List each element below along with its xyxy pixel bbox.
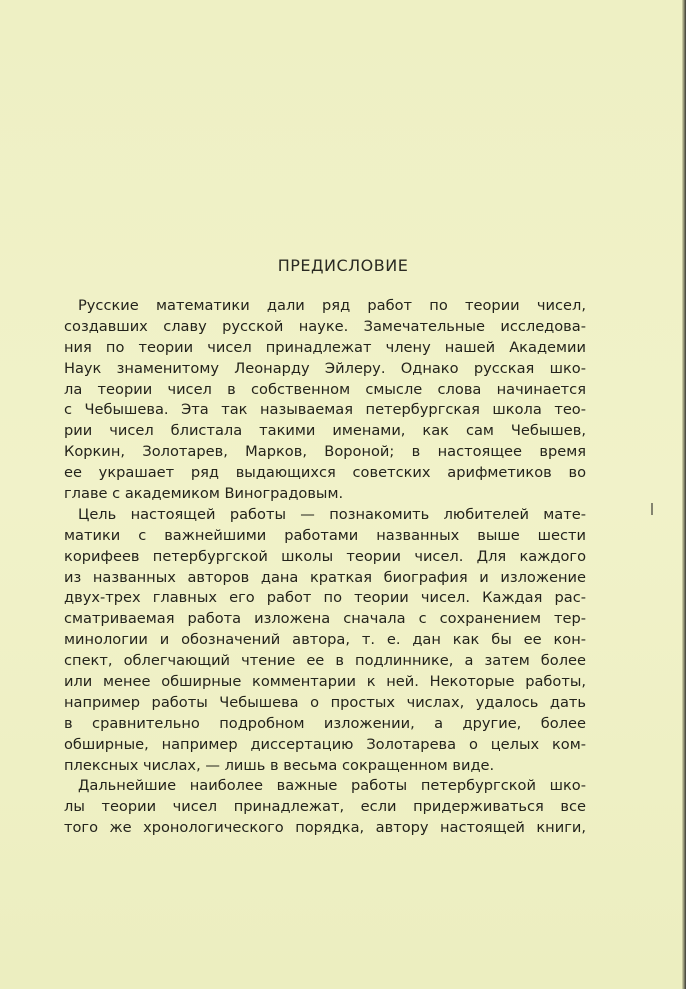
text-line: например работы Чебышева о простых числах, удалось дать <box>64 693 586 711</box>
paragraph-2 <box>64 505 586 777</box>
page-title: ПРЕДИСЛОВИЕ <box>277 256 409 275</box>
text-line: ла теории чисел в собственном смысле слова начинается <box>64 380 586 398</box>
text-line: спект, облегчающий чтение ее в подлиннике, а затем более <box>64 652 586 670</box>
page-spine-edge <box>682 0 686 989</box>
paragraph-1 <box>64 296 586 505</box>
text-line: матики с важнейшими работами названных выше шести <box>64 526 586 544</box>
text-line: сматриваемая работа изложена сначала с сохранением тер- <box>64 610 586 628</box>
text-line: ния по теории чисел принадлежат члену нашей Академии <box>64 338 586 356</box>
text-line: двух-трех главных его работ по теории чисел. Каждая рас- <box>64 589 586 607</box>
text-line: того же хронологического порядка, автору настоящей книги, <box>64 819 586 837</box>
text-line: создавших славу русской науке. Замечательные исследова- <box>64 317 586 335</box>
text-line: минологии и обозначений автора, т. е. дан как бы ее кон- <box>64 631 586 649</box>
text-line: ее украшает ряд выдающихся советских арифметиков во <box>64 464 586 482</box>
paragraph-3 <box>64 776 586 839</box>
text-line: Коркин, Золотарев, Марков, Вороной; в настоящее время <box>64 443 586 461</box>
text-line: рии чисел блистала такими именами, как сам Чебышев, <box>64 422 586 440</box>
text-line: Наук знаменитому Леонарду Эйлеру. Однако русская шко- <box>64 359 586 377</box>
text-line: главе с академиком Виноградовым. <box>64 485 344 503</box>
text-line: Дальнейшие наиболее важные работы петербургской шко- <box>78 777 586 795</box>
text-line: лы теории чисел принадлежат, если придерживаться все <box>64 798 586 816</box>
text-line: Русские математики дали ряд работ по теории чисел, <box>78 297 586 314</box>
text-line: корифеев петербургской школы теории чисел. Для каждого <box>64 547 586 565</box>
body-text <box>64 296 586 839</box>
margin-mark <box>651 503 653 515</box>
text-line: из названных авторов дана краткая биография и изложение <box>64 568 586 586</box>
text-line: Цель настоящей работы — познакомить любителей мате- <box>78 505 586 523</box>
text-line: плексных числах, — лишь в весьма сокращенном виде. <box>64 756 495 774</box>
text-line: в сравнительно подробном изложении, а другие, более <box>64 714 586 732</box>
text-line: с Чебышева. Эта так называемая петербургская школа тео- <box>64 401 586 419</box>
text-line: или менее обширные комментарии к ней. Некоторые работы, <box>64 673 586 691</box>
text-line: обширные, например диссертацию Золотарева о целых ком- <box>64 735 586 753</box>
